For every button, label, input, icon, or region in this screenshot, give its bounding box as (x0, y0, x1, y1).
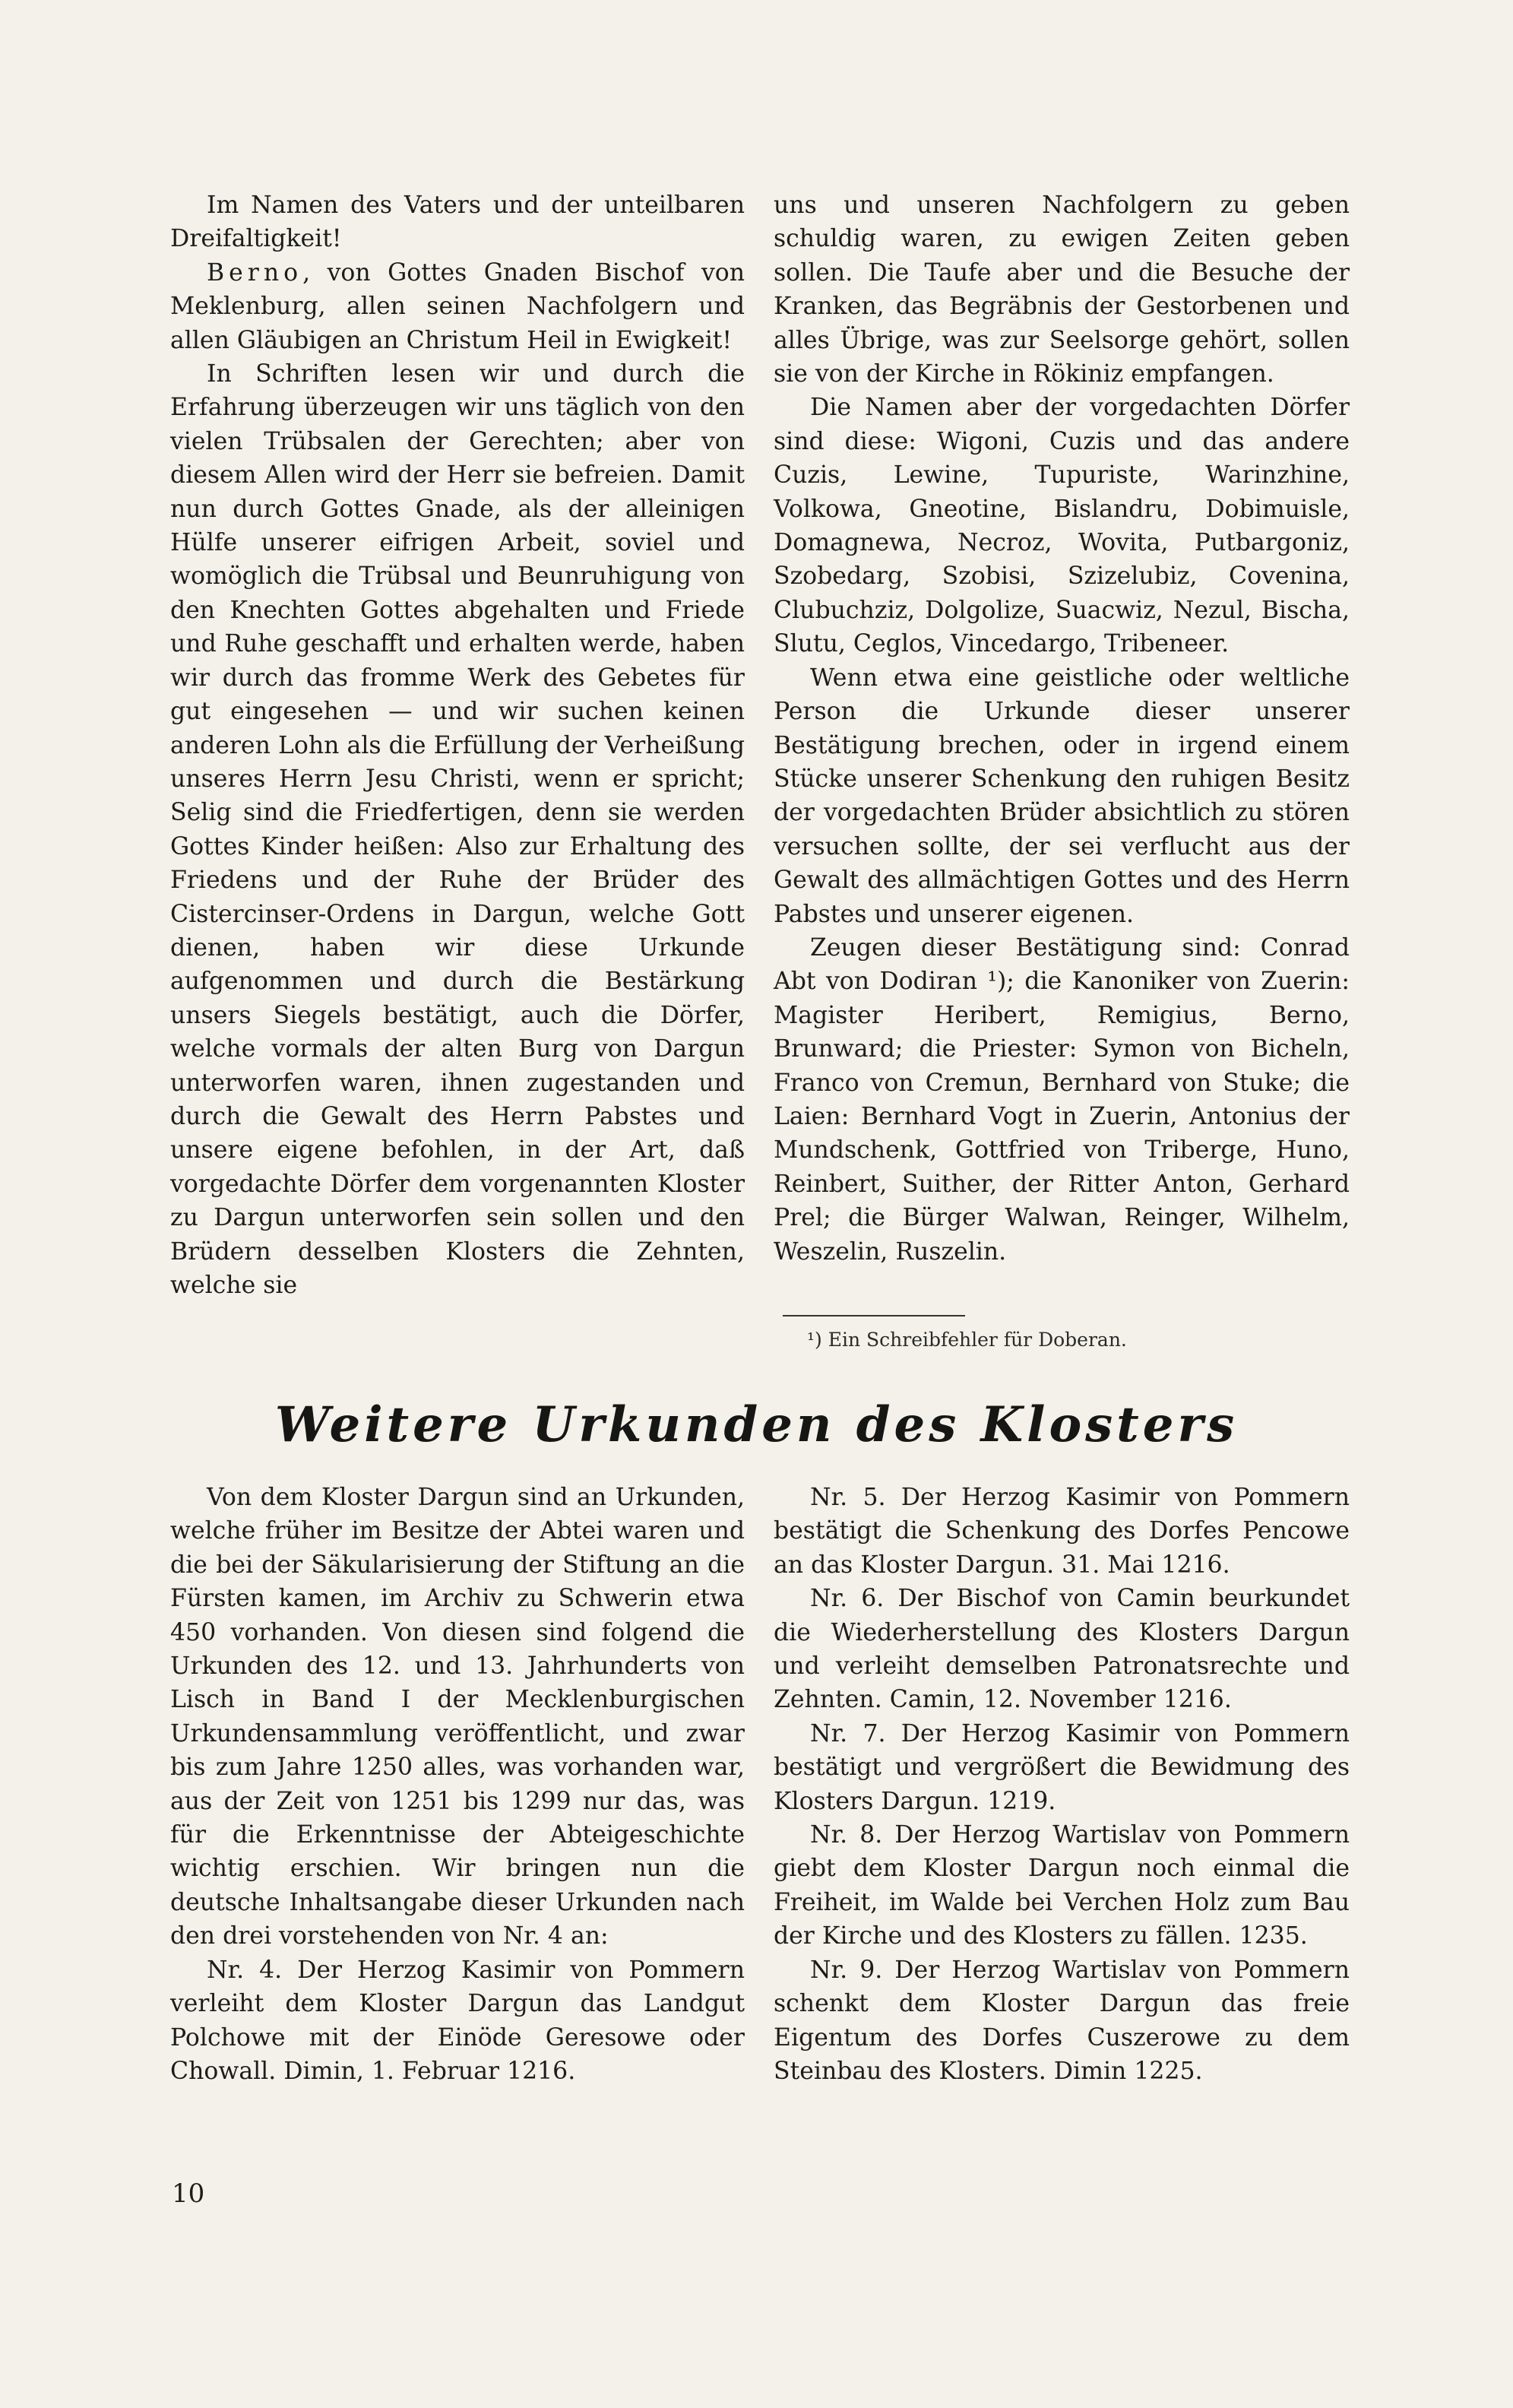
paragraph: Wenn etwa eine geistliche oder weltliche Person die Urkunde dieser unserer Bestätigung brechen, oder in irgend einem Stücke unserer Schenkung den ruhigen Besitz der vorgedachten Brüder absichtlich zu stören versuchen sollte, der sei verflucht aus der Gewalt des allmächtigen Gottes und des Herrn Pabstes und unserer eigenen. (774, 664, 1350, 928)
paragraph: Nr. 5. Der Herzog Kasimir von Pommern bestätigt die Schenkung des Dorfes Pencowe an das Kloster Dargun. 31. Mai 1216. (774, 1484, 1350, 1579)
section-heading: Weitere Urkunden des Klosters (274, 1396, 1239, 1453)
name-spaced: Berno (207, 258, 303, 287)
paragraph (170, 256, 745, 357)
paragraph: Nr. 4. Der Herzog Kasimir von Pommern verleiht dem Kloster Dargun das Landgut Polchowe mit der Einöde Geresowe oder Chowall. Dimin, 1. Februar 1216. (170, 1956, 745, 2085)
paragraph-text: , von Gottes Gnaden Bischof von Meklenburg, allen seinen Nachfolgern und allen Gläubigen an Christum Heil in Ewigkeit! (170, 258, 745, 354)
paragraph: uns und unseren Nachfolgern zu geben schuldig waren, zu ewigen Zeiten geben sollen. Die Taufe aber und die Besuche der Kranken, das Begräbnis der Gestorbenen und alles Übrige, was zur Seelsorge gehört, sollen sie von der Kirche in Rökiniz empfangen. (774, 192, 1350, 388)
paragraph: Nr. 7. Der Herzog Kasimir von Pommern bestätigt und vergrößert die Bewidmung des Klosters Dargun. 1219. (774, 1719, 1350, 1815)
paragraph: Die Namen aber der vorgedachten Dörfer sind diese: Wigoni, Cuzis und das andere Cuzis, Lewine, Tupuriste, Warinzhine, Volkowa, Gneotine, Bislandru, Dobimuisle, Domagnewa, Necroz, Wovita, Putbargoniz, Szobedarg, Szobisi, Szizelubiz, Covenina, Clubuchziz, Dolgolize, Suacwiz, Nezul, Bischa, Slutu, Ceglos, Vincedargo, Tribeneer. (774, 394, 1350, 658)
column-left-top (170, 189, 745, 1302)
column-right-bottom (774, 1481, 1350, 2088)
column-left-bottom (170, 1481, 745, 2088)
paragraph: In Schriften lesen wir und durch die Erfahrung überzeugen wir uns täglich von den vielen Trübsalen der Gerechten; aber von diesem Allen wird der Herr sie befreien. Damit nun durch Gottes Gnade, als der alleinigen Hülfe unserer eifrigen Arbeit, soviel und womöglich die Trübsal und Beunruhigung von den Knechten Gottes abgehalten und Friede und Ruhe geschafft und erhalten werde, haben wir durch das fromme Werk des Gebetes für gut eingesehen — und wir suchen keinen anderen Lohn als die Erfüllung der Verheißung unseres Herrn Jesu Christi, wenn er spricht; Selig sind die Friedfertigen, denn sie werden Gottes Kinder heißen: Also zur Erhaltung des Friedens und der Ruhe der Brüder des Cistercinser-Ordens in Dargun, welche Gott dienen, haben wir diese Urkunde aufgenommen und durch die Bestärkung unsers Siegels bestätigt, auch die Dörfer, welche vormals der alten Burg von Dargun unterworfen waren, ihnen zugestanden und durch die Gewalt des Herrn Pabstes und unsere eigene befohlen, in der Art, daß vorgedachte Dörfer dem vorgenannten Kloster zu Dargun unterworfen sein sollen und den Brüdern desselben Klosters die Zehnten, welche sie (170, 360, 745, 1299)
paragraph: Im Namen des Vaters und der unteilbaren Dreifaltigkeit! (170, 192, 745, 253)
paragraph: Nr. 9. Der Herzog Wartislav von Pommern schenkt dem Kloster Dargun das freie Eigentum des Dorfes Cuszerowe zu dem Steinbau des Klosters. Dimin 1225. (774, 1956, 1350, 2085)
footnote: ¹) Ein Schreibfehler für Doberan. (807, 1329, 1127, 1351)
paragraph: Nr. 8. Der Herzog Wartislav von Pommern giebt dem Kloster Dargun noch einmal die Freiheit, im Walde bei Verchen Holz zum Bau der Kirche und des Klosters zu fällen. 1235. (774, 1821, 1350, 1950)
paragraph: Nr. 6. Der Bischof von Camin beurkundet die Wiederherstellung des Klosters Dargun und verleiht demselben Patronatsrechte und Zehnten. Camin, 12. November 1216. (774, 1585, 1350, 1714)
paragraph: Zeugen dieser Bestätigung sind: Conrad Abt von Dodiran ¹); die Kanoniker von Zuerin: Magister Heribert, Remigius, Berno, Brunward; die Priester: Symon von Bicheln, Franco von Cremun, Bernhard von Stuke; die Laien: Bernhard Vogt in Zuerin, Antonius der Mundschenk, Gottfried von Triberge, Huno, Reinbert, Suither, der Ritter Anton, Gerhard Prel; die Bürger Walwan, Reinger, Wilhelm, Weszelin, Ruszelin. (774, 933, 1350, 1266)
page-number: 10 (172, 2178, 205, 2209)
paragraph: Von dem Kloster Dargun sind an Urkunden, welche früher im Besitze der Abtei waren und die bei der Säkularisierung der Stiftung an die Fürsten kamen, im Archiv zu Schwerin etwa 450 vorhanden. Von diesen sind folgend die Urkunden des 12. und 13. Jahrhunderts von Lisch in Band I der Mecklenburgischen Urkundensammlung veröffentlicht, und zwar bis zum Jahre 1250 alles, was vorhanden war, aus der Zeit von 1251 bis 1299 nur das, was für die Erkenntnisse der Abteigeschichte wichtig erschien. Wir bringen nun die deutsche Inhaltsangabe dieser Urkunden nach den drei vorstehenden von Nr. 4 an: (170, 1484, 745, 1950)
footnote-rule (783, 1315, 965, 1316)
column-right-top (774, 189, 1350, 1269)
